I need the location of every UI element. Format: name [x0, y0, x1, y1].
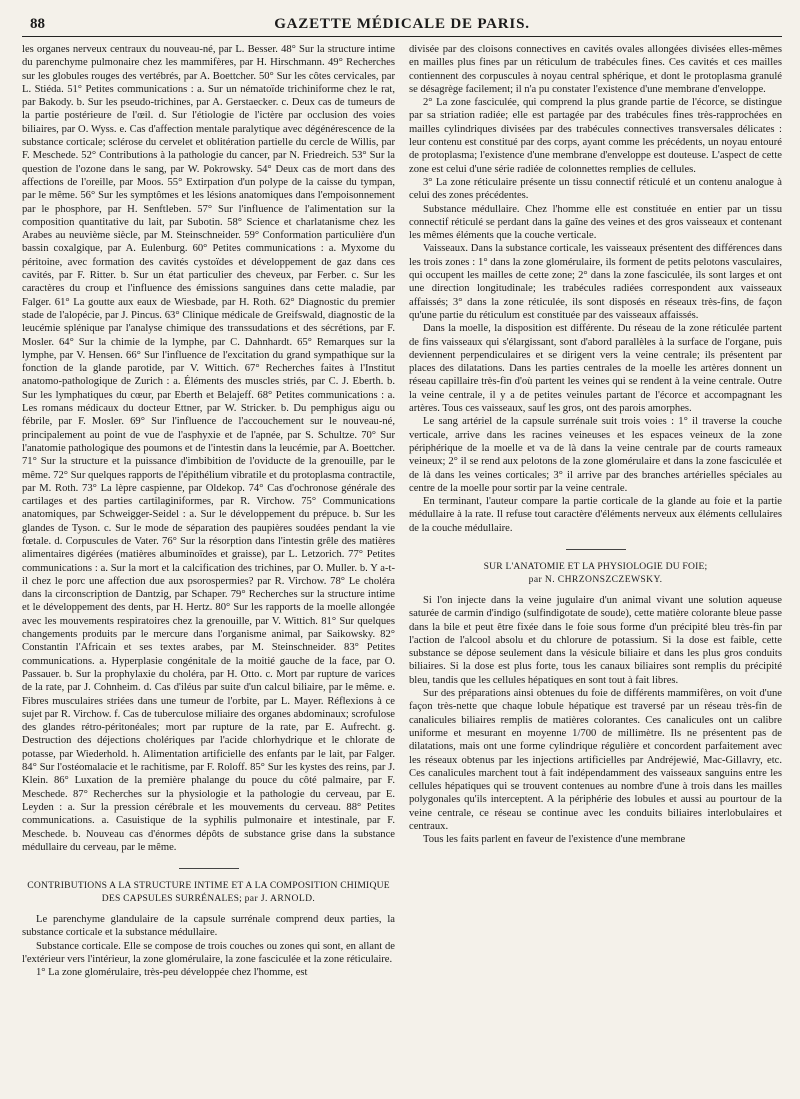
right-column: [409, 43, 782, 1098]
section-heading-author: par J. ARNOLD.: [244, 893, 316, 905]
publication-title: GAZETTE MÉDICALE DE PARIS.: [274, 16, 530, 32]
section-heading-arnold: [22, 879, 395, 905]
article-paragraph: les organes nerveux centraux du nouveau-né, par L. Besser. 48° Sur la structure intime du parenchyme pulmonaire chez les mammifères, par H. Hirschmann. 49° Recherches sur les globules rouges des vertébrés, par A. Boettcher. 50° Sur les côtes cervicales, par L. Stiéda. 51° Petites communications : a. Sur un nématoïde trichiniforme chez le rat, par Bakody. b. Sur les pseudo-trichines, par A. Gerstaecker. c. Deux cas de tumeurs de la partie postérieure de l'œil. d. Sur l'étiologie de l'ictère par occlusion des voies biliaires, par O. Wyss. e. Cas d'affection mentale paralytique avec dégénérescence de la substance corticale; sclérose du cervelet et oblitération partielle du cercle de Willis, par F. Meschede. 52° Contributions à la pathologie du cancer, par N. Friedreich. 53° Sur la question de l'ozone dans le sang, par W. Pokrowsky. 54° Deux cas de mort dans des affections de l'oreille, par Moos. 55° Extirpation d'un polype de la caisse du tympan, par le même. 56° Sur les symptômes et les lésions anatomiques dans l'empoisonnement par le phosphore, par H. Senftleben. 57° Sur l'influence de l'alimentation sur la composition quantitative du lait, par Subotin. 58° Science et charlatanisme chez les Arabes au neuvième siècle, par M. Steinschneider. 59° Conformation particulière d'un bassin coxalgique, par A. Eulenburg. 60° Petites communications : a. Myxome du péritoine, avec formation des cavités cystoïdes et développement de gaz dans ces cavités, par F. Ritter. b. Sur un état particulier des cheveux, par Ferber. c. Sur les caractères du croup et l'influence des émissions sanguines dans cette maladie, par Falger. 61° La goutte aux eaux de Wiesbade, par H. Roth. 62° Diagnostic du premier stade de l'alopécie, par J. Pincus. 63° Clinique médicale de Greifswald, diagnostic de la leucémie splénique par l'analyse chimique des transsudations et des sécrétions, par F. Mosler. 64° Sur la chimie de la lymphe, par C. Dahnhardt. 65° Remarques sur la lymphe, par V. Hensen. 66° Sur l'influence de l'excitation du grand sympathique sur la fonction de la glande parotide, par V. Wittich. 67° Recherches faites à l'Institut anatomo-pathologique de Zurich : a. Éléments des muscles striés, par C. J. Eberth. b. Sur les lymphatiques du cœur, par Eberth et Belajeff. 68° Petites communications : a. Les romans médicaux du docteur Ettner, par W. Stricker. b. Du pemphigus aigu ou fébrile, par F. Mosler. 69° Sur l'influence de l'accouchement sur le nouveau-né, principalement au point de vue de l'asphyxie et de l'apnée, par S. Schultze. 70° Sur l'anatomie pathologique des poumons et de l'intestin dans la leucémie, par A. Boettcher. 71° Sur la structure et la puissance d'imbibition de l'oviducte de la grenouille, par le même. 72° Sur quelques rapports de l'épithélium vibratile et du protoplasma contractile, par M. Roth. 73° La lèpre caspienne, par Oldekop. 74° Cas d'ochronose générale des cartilages et des parties cartilaginiformes, par R. Virchow. 75° Communications anatomiques, par Schweigger-Seidel : a. Sur le développement du prépuce. b. Sur les glandes de Tyson. c. Sur le mode de séparation des paupières soudées pendant la vie fœtale. d. Corpuscules de Vater. 76° Sur la résorption dans l'intestin grêle des matières alimentaires digérées (matières albuminoïdes et graisse), par L. Letzorich. 77° Petites communications : a. Sur la mort et la calcification des trichines, par O. Muller. b. Y a-t-il chez le porc une affection due aux psorospermies? par R. Virchow. 78° Le choléra dans la circonscription de Dantzig, par Schaper. 79° Recherches sur la structure intime et le développement des dents, par H. Hertz. 80° Sur les rapports de la moelle allongée avec les mouvements respiratoires chez la grenouille, par V. Wittich. 81° Sur quelques changements produits par le mercure dans l'organisme animal, par Saikowsky. 82° Constantin l'Africain et ses textes arabes, par M. Steinschneider. 83° Petites communications. a. Hyperplasie congénitale de la moitié gauche de la face, par O. Passauer. b. Sur la prophylaxie du choléra, par H. Otto. c. Mort par rupture de varices de la rate, par J. Cohnheim. d. Cas d'iléus par suite d'un calcul biliaire, par le même. e. Fibres musculaires striées dans une tumeur de l'orbite, par L. Mayer. Réflexions à ce sujet par R. Virchow. f. Cas de tuberculose miliaire des organes abdominaux; scrofulose des glandes rétro-péritonéales; mort par rupture de la rate, par E. Aufrecht. g. Destruction des déjections cholériques par l'acide chlorhydrique et le chlorate de potasse, par Wiederhold. h. Alimentation artificielle des enfants par le lait, par Falger. 84° Sur l'ostéomalacie et le rachitisme, par F. Roloff. 85° Sur les kystes des reins, par J. Klein. 86° Luxation de la première phalange du pouce du côté palmaire, par F. Meschede. 87° Recherches sur la physiologie et la pathologie du cerveau, par E. Leyden : a. Sur la pression cérébrale et les mouvements du cerveau. 88° Petites communications. a. Casuistique de la syphilis pulmonaire et intestinale, par F. Meschede. b. Nouveau cas d'énormes dépôts de substance grise dans la substance médullaire du cerveau, par le même.: [22, 44, 395, 853]
article-paragraph: Substance médullaire. Chez l'homme elle est constituée en entier par un tissu connectif réticulé se perdant dans la gaîne des veines et des gros vaisseaux et contenant les mêmes éléments que la couche verticale.: [409, 203, 782, 242]
article-paragraph: 3° La zone réticulaire présente un tissu connectif réticulé et un contenu analogue à celui des zones précédentes.: [409, 176, 782, 202]
article-paragraph: 1° La zone glomérulaire, très-peu développée chez l'homme, est: [36, 967, 308, 979]
article-paragraph: En terminant, l'auteur compare la partie corticale de la glande au foie et la partie médullaire à la rate. Il refuse tout caractère d'éléments nerveux aux éléments cellulaires de la couche médullaire.: [409, 496, 782, 534]
article-paragraph: Vaisseaux. Dans la substance corticale, les vaisseaux présentent des différences dans les trois zones : 1° dans la zone glomérulaire, ils forment de petits pelotons vasculaires, qui occupent les mailles de cette zone; 2° dans la zone fasciculée, ils sont larges et ont une direction longitudinale; les trabécules radiées correspondent aux vaisseaux affaissés; 3° dans la zone réticulée, ils sont disposés en réseaux très-fins, de façon qu'une partie du réticulum est constituée par des vaisseaux affaissés.: [409, 243, 782, 321]
section-heading-title: CONTRIBUTIONS A LA STRUCTURE INTIME ET A LA COMPOSITION CHIMIQUE DES CAPSULES SURRÉNALES;: [27, 880, 390, 905]
article-paragraph: Dans la moelle, la disposition est différente. Du réseau de la zone réticulée partent de fins vaisseaux qui s'élargissant, sont d'abord parallèles à la surface de l'organe, puis deviennent perpendiculaires et se dirigent vers la veine centrale; ils présentent par places des dilatations. Dans les parties centrales de la moelle les artères donnent un réseau capillaire très-fin d'où partent les veines qui se rendent à la veine centrale. Outre la veine centrale, il y a de petites veinules partant de l'écorce et accompagnant les artères. Tous ces vaisseaux, sauf les gros, ont des parois amorphes.: [409, 323, 782, 415]
article-paragraph: divisée par des cloisons connectives en cavités ovales allongées divisées elles-mêmes en mailles plus fines par un réticulum de trabécules fines. Ces cavités et ces mailles contiennent des corpuscules à noyau central sphérique, et dont le protoplasma granulé se désagrège facilement; il n'a pu constater l'existence d'une membrane d'enveloppe.: [409, 44, 782, 95]
article-paragraph: Le sang artériel de la capsule surrénale suit trois voies : 1° il traverse la couche verticale, arrive dans les racines veineuses et les espaces veineux de la zone périphérique de la moelle et va de là dans la veine centrale par de courts rameaux veineux; 2° il se rend aux pelotons de la zone glomérulaire et dans la zone fasciculée et de là dans les veines corticales; 3° il arrive par des branches artérielles spéciales au centre de la moelle pour sortir par la veine centrale.: [409, 416, 782, 494]
article-paragraph: Substance corticale. Elle se compose de trois couches ou zones qui sont, en allant de l'extérieur vers l'intérieur, la zone glomérulaire, la zone fasciculée et la zone réticulaire.: [22, 940, 395, 965]
page-header: [22, 14, 782, 37]
section-divider: [566, 549, 626, 550]
section-heading-chrzonszczewsky: [409, 560, 782, 586]
article-paragraph: Si l'on injecte dans la veine jugulaire d'un animal vivant une solution aqueuse saturée de carmin d'indigo (sulfindigotate de soude), cette matière colorante bleue passe dans la bile et peut être fixée dans le foie sous forme d'un précipité bleu très-fin par l'action de l'alcool absolu et du chlorure de potassium. Si la dose est faible, cette substance se dépose seulement dans la vésicule biliaire et dans les plus gros conduits biliaires. Si la dose est plus forte, tous les canaux biliaires sont remplis du précipité bleu, tandis que les cellules hépatiques en sont tout à fait libres.: [409, 594, 782, 686]
article-paragraph: Sur des préparations ainsi obtenues du foie de différents mammifères, on voit d'une façon très-nette que chaque lobule hépatique est traversé par un réseau très-fin de canalicules biliaires remplis de matières colorantes. Ces canalicules ont un calibre uniforme et mesurant en moyenne 1/700 de millimètre. Ils ne présentent pas de dilatations, mais ont une forme cylindrique régulière et concordent parfaitement avec les réseaux obtenus par les injections artificielles par Andréjewié, Mac-Gillavry, etc. Ces canalicules marchent tout à fait indépendamment des vaisseaux sanguins entre les cellules hépatiques qui se trouvent contenues au nombre d'une à trois dans les mailles polygonales qu'ils interceptent. A la périphérie des lobules et aussi au pourtour de la veine centrale, ce réseau se continue avec les conduits biliaires interlobulaires et centraux.: [409, 688, 782, 833]
section-heading-title: SUR L'ANATOMIE ET LA PHYSIOLOGIE DU FOIE;: [483, 560, 708, 572]
section-heading-author: par N. CHRZONSZCZEWSKY.: [528, 573, 663, 585]
two-column-body: [22, 43, 782, 1098]
article-paragraph: Le parenchyme glandulaire de la capsule surrénale comprend deux parties, la substance corticale et la substance médullaire.: [22, 914, 395, 939]
left-column: [22, 43, 395, 1098]
section-divider: [179, 868, 239, 869]
article-paragraph: Tous les faits parlent en faveur de l'existence d'une membrane: [423, 834, 686, 846]
page-number: 88: [30, 16, 45, 32]
article-paragraph: 2° La zone fasciculée, qui comprend la plus grande partie de l'écorce, se distingue par sa striation radiée; elle est partagée par des trabécules fines très-rapprochées en mailles cylindriques divisées par des trabécules connectives transversales délicates : leur contenu est constitué par des corps, ayant comme les précédents, un noyau entouré de protoplasma; l'existence d'une membrane d'enveloppe est douteuse. L'aspect de cette zone est celui d'une série radiée de colonnettes remplies de cellules.: [409, 97, 782, 175]
